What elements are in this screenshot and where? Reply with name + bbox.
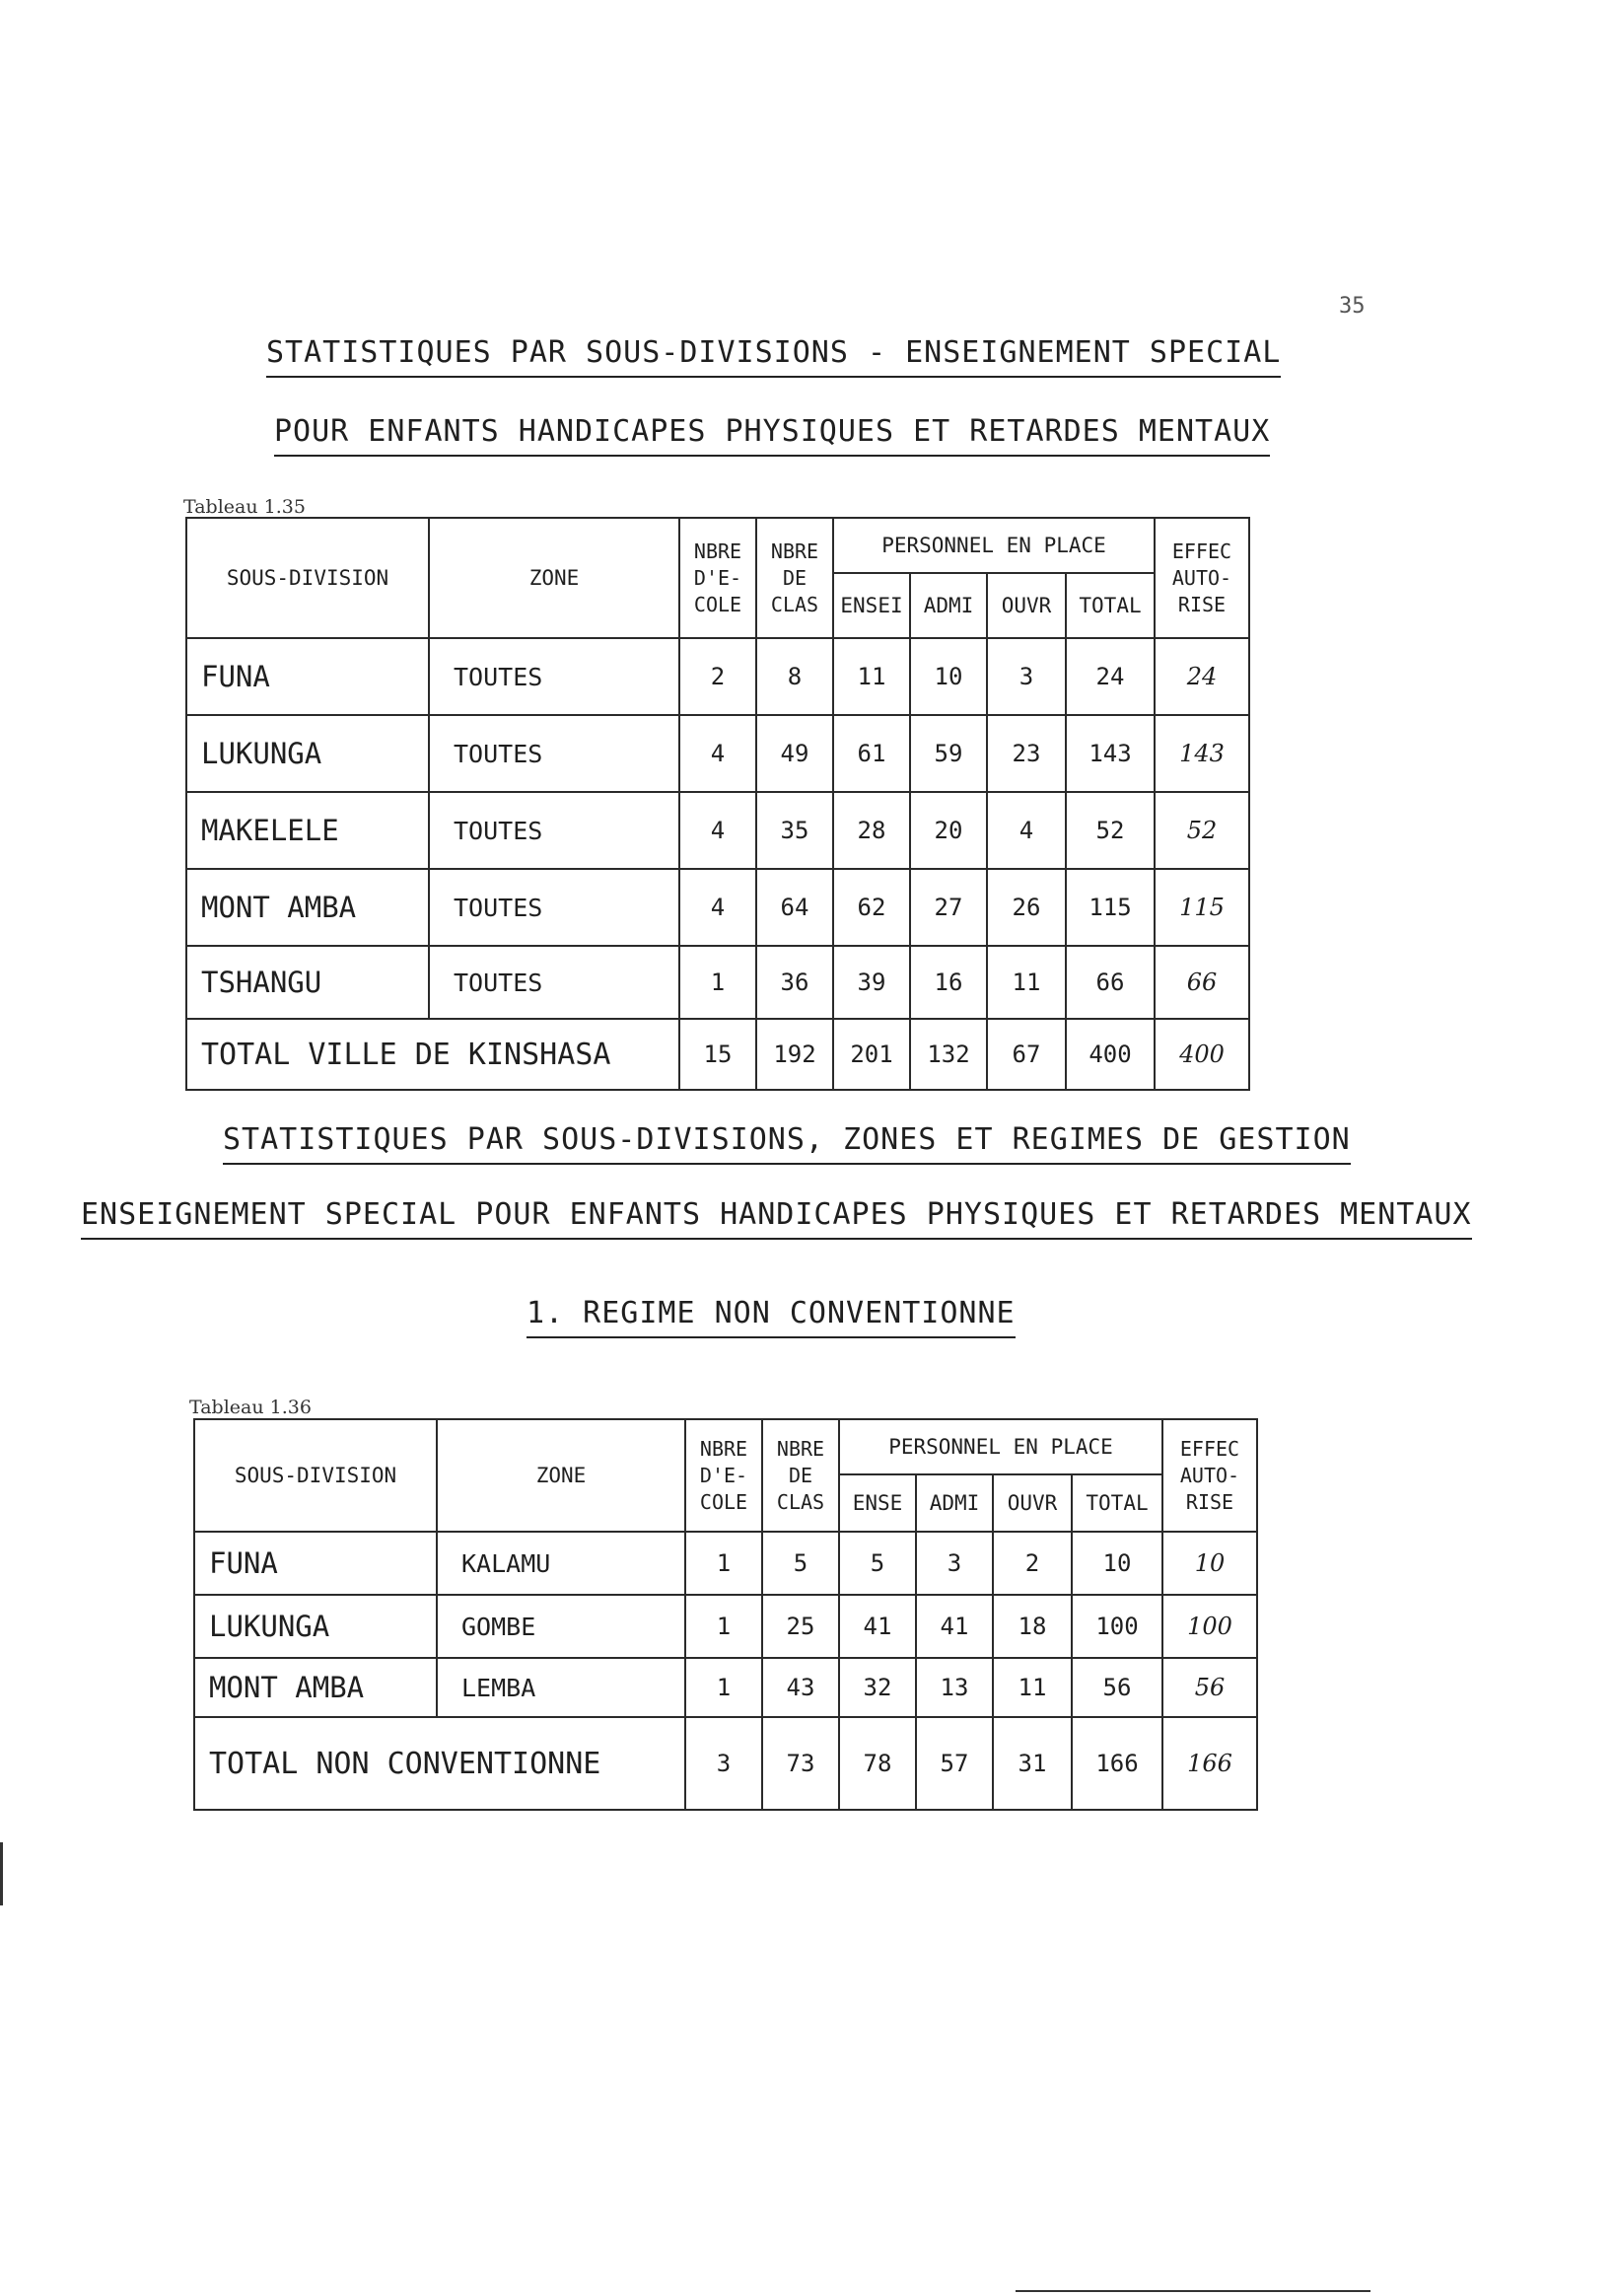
header-zone: ZONE	[429, 518, 679, 638]
table-row	[194, 1532, 1257, 1595]
cell-zone: TOUTES	[429, 792, 679, 869]
cell-ecoles: 1	[685, 1658, 762, 1717]
cell-classes: 8	[756, 638, 833, 715]
table-total-row	[186, 1019, 1249, 1090]
cell-autorise: 400	[1155, 1019, 1249, 1090]
table-row	[186, 792, 1249, 869]
table2-caption: Tableau 1.36	[189, 1397, 312, 1418]
cell-ensei: 201	[833, 1019, 910, 1090]
header-ensei: ENSE	[839, 1474, 916, 1532]
cell-ouvr: 31	[993, 1717, 1072, 1810]
cell-ensei: 41	[839, 1595, 916, 1658]
cell-autorise: 143	[1155, 715, 1249, 792]
cell-total: 166	[1072, 1717, 1162, 1810]
cell-sous-division: LUKUNGA	[194, 1595, 437, 1658]
table-row	[194, 1658, 1257, 1717]
table-row	[186, 638, 1249, 715]
cell-ouvr: 26	[987, 869, 1066, 946]
cell-ecoles: 4	[679, 869, 756, 946]
header-sous-division: SOUS-DIVISION	[186, 518, 429, 638]
cell-autorise: 52	[1155, 792, 1249, 869]
cell-admi: 20	[910, 792, 987, 869]
cell-total: 400	[1066, 1019, 1155, 1090]
table-row	[194, 1595, 1257, 1658]
scan-edge-mark	[0, 1842, 3, 1905]
header-sous-division: SOUS-DIVISION	[194, 1419, 437, 1532]
cell-total: 10	[1072, 1532, 1162, 1595]
cell-zone: GOMBE	[437, 1595, 685, 1658]
cell-sous-division: FUNA	[186, 638, 429, 715]
cell-admi: 27	[910, 869, 987, 946]
cell-autorise: 10	[1162, 1532, 1257, 1595]
cell-admi: 132	[910, 1019, 987, 1090]
cell-autorise: 115	[1155, 869, 1249, 946]
header-personnel: PERSONNEL EN PLACE	[833, 518, 1155, 573]
total-label: TOTAL NON CONVENTIONNE	[194, 1717, 685, 1810]
cell-autorise: 166	[1162, 1717, 1257, 1810]
cell-ouvr: 67	[987, 1019, 1066, 1090]
section2-title-line1: STATISTIQUES PAR SOUS-DIVISIONS, ZONES ET REGIMES DE GESTION	[223, 1122, 1351, 1165]
section1-title-line1: STATISTIQUES PAR SOUS-DIVISIONS - ENSEIGNEMENT SPECIAL	[266, 335, 1281, 378]
cell-admi: 13	[916, 1658, 993, 1717]
cell-sous-division: MONT AMBA	[194, 1658, 437, 1717]
cell-ouvr: 23	[987, 715, 1066, 792]
cell-total: 24	[1066, 638, 1155, 715]
table-total-row	[194, 1717, 1257, 1810]
cell-ouvr: 11	[993, 1658, 1072, 1717]
cell-zone: TOUTES	[429, 869, 679, 946]
cell-ensei: 39	[833, 946, 910, 1019]
cell-autorise: 56	[1162, 1658, 1257, 1717]
header-admi: ADMI	[910, 573, 987, 638]
header-nbre-ecole: NBRE D'E- COLE	[679, 518, 756, 638]
cell-ensei: 11	[833, 638, 910, 715]
table-row	[186, 946, 1249, 1019]
cell-zone: TOUTES	[429, 715, 679, 792]
header-zone: ZONE	[437, 1419, 685, 1532]
cell-admi: 16	[910, 946, 987, 1019]
cell-classes: 64	[756, 869, 833, 946]
cell-zone: TOUTES	[429, 946, 679, 1019]
cell-admi: 57	[916, 1717, 993, 1810]
cell-ecoles: 1	[685, 1595, 762, 1658]
scan-bottom-line	[1016, 2290, 1370, 2292]
total-label: TOTAL VILLE DE KINSHASA	[186, 1019, 679, 1090]
header-nbre-classes: NBRE DE CLAS	[762, 1419, 839, 1532]
header-admi: ADMI	[916, 1474, 993, 1532]
header-total: TOTAL	[1072, 1474, 1162, 1532]
cell-classes: 192	[756, 1019, 833, 1090]
header-ouvr: OUVR	[987, 573, 1066, 638]
cell-classes: 35	[756, 792, 833, 869]
cell-sous-division: LUKUNGA	[186, 715, 429, 792]
table1-caption: Tableau 1.35	[183, 496, 306, 518]
cell-ecoles: 15	[679, 1019, 756, 1090]
table-1-36	[193, 1418, 1258, 1811]
header-ensei: ENSEI	[833, 573, 910, 638]
cell-classes: 5	[762, 1532, 839, 1595]
cell-ouvr: 11	[987, 946, 1066, 1019]
header-effectif: EFFEC AUTO- RISE	[1155, 518, 1249, 638]
cell-admi: 59	[910, 715, 987, 792]
cell-sous-division: FUNA	[194, 1532, 437, 1595]
cell-ensei: 61	[833, 715, 910, 792]
table-row	[186, 715, 1249, 792]
cell-ensei: 78	[839, 1717, 916, 1810]
cell-ouvr: 2	[993, 1532, 1072, 1595]
table-row	[186, 869, 1249, 946]
cell-zone: LEMBA	[437, 1658, 685, 1717]
cell-admi: 41	[916, 1595, 993, 1658]
cell-total: 52	[1066, 792, 1155, 869]
section2-title-line2: ENSEIGNEMENT SPECIAL POUR ENFANTS HANDICAPES PHYSIQUES ET RETARDES MENTAUX	[81, 1197, 1472, 1240]
cell-ouvr: 3	[987, 638, 1066, 715]
cell-classes: 49	[756, 715, 833, 792]
header-ouvr: OUVR	[993, 1474, 1072, 1532]
cell-total: 66	[1066, 946, 1155, 1019]
cell-autorise: 66	[1155, 946, 1249, 1019]
cell-ouvr: 18	[993, 1595, 1072, 1658]
cell-total: 143	[1066, 715, 1155, 792]
cell-ecoles: 1	[685, 1532, 762, 1595]
page-number: 35	[1339, 294, 1366, 319]
cell-classes: 43	[762, 1658, 839, 1717]
header-nbre-ecole: NBRE D'E- COLE	[685, 1419, 762, 1532]
cell-admi: 3	[916, 1532, 993, 1595]
cell-sous-division: MAKELELE	[186, 792, 429, 869]
cell-autorise: 100	[1162, 1595, 1257, 1658]
cell-ensei: 62	[833, 869, 910, 946]
table-1-35	[185, 517, 1250, 1091]
cell-zone: KALAMU	[437, 1532, 685, 1595]
cell-ecoles: 2	[679, 638, 756, 715]
section2-subtitle: 1. REGIME NON CONVENTIONNE	[527, 1296, 1016, 1338]
cell-classes: 36	[756, 946, 833, 1019]
cell-classes: 73	[762, 1717, 839, 1810]
header-effectif: EFFEC AUTO- RISE	[1162, 1419, 1257, 1532]
cell-admi: 10	[910, 638, 987, 715]
cell-ecoles: 1	[679, 946, 756, 1019]
cell-ecoles: 4	[679, 792, 756, 869]
cell-total: 115	[1066, 869, 1155, 946]
cell-ecoles: 4	[679, 715, 756, 792]
header-personnel: PERSONNEL EN PLACE	[839, 1419, 1162, 1474]
cell-total: 100	[1072, 1595, 1162, 1658]
cell-ecoles: 3	[685, 1717, 762, 1810]
cell-sous-division: TSHANGU	[186, 946, 429, 1019]
cell-ensei: 28	[833, 792, 910, 869]
section1-title-line2: POUR ENFANTS HANDICAPES PHYSIQUES ET RETARDES MENTAUX	[274, 414, 1270, 457]
cell-ensei: 32	[839, 1658, 916, 1717]
header-total: TOTAL	[1066, 573, 1155, 638]
cell-ouvr: 4	[987, 792, 1066, 869]
header-nbre-classes: NBRE DE CLAS	[756, 518, 833, 638]
cell-sous-division: MONT AMBA	[186, 869, 429, 946]
cell-ensei: 5	[839, 1532, 916, 1595]
cell-total: 56	[1072, 1658, 1162, 1717]
cell-autorise: 24	[1155, 638, 1249, 715]
cell-zone: TOUTES	[429, 638, 679, 715]
cell-classes: 25	[762, 1595, 839, 1658]
